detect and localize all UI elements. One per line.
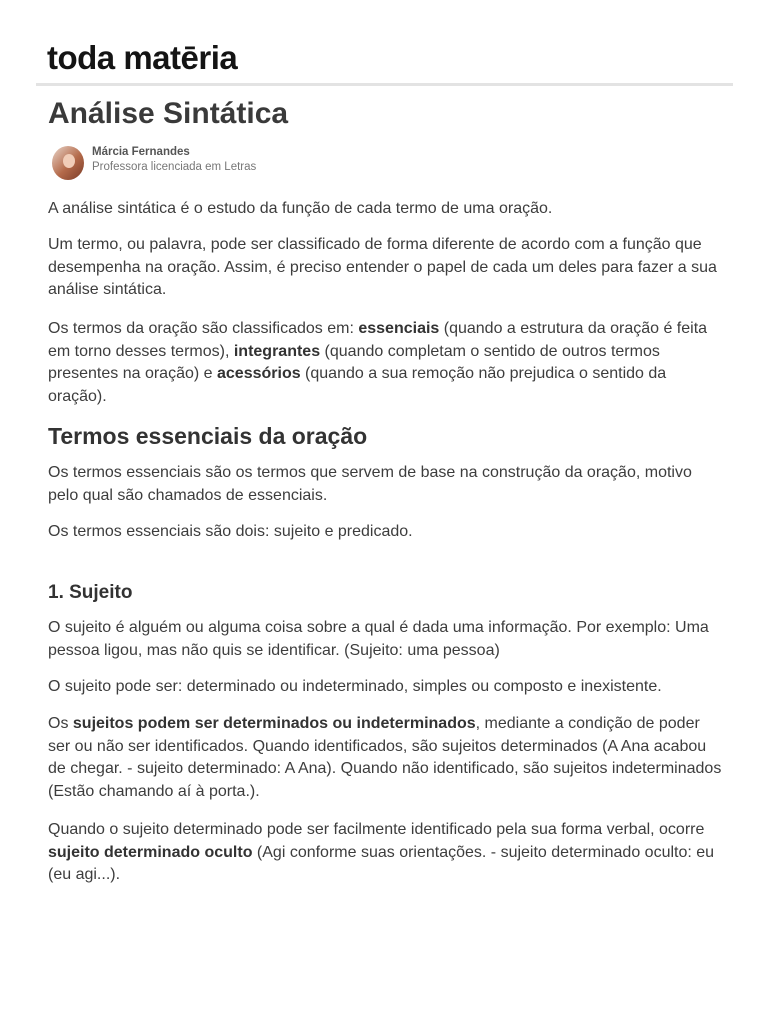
site-header <box>36 0 733 86</box>
page-title: Análise Sintática <box>48 97 289 130</box>
paragraph-determinados <box>48 713 722 804</box>
paragraph-tipos-sujeito: O sujeito pode ser: determinado ou indeterminado, simples ou composto e inexistente. <box>48 678 662 695</box>
text-span: (Agi conforme suas orientações. - sujeito determinado oculto: eu (eu agi...). <box>48 843 715 884</box>
intro-paragraph: A análise sintática é o estudo da função de cada termo de uma oração. <box>48 200 553 217</box>
subsection-heading-sujeito: 1. Sujeito <box>48 582 133 603</box>
author-byline <box>52 145 452 181</box>
text-span: (quando completam o sentido de outros termos presentes na oração) e <box>48 342 660 383</box>
bold-essenciais: essenciais <box>358 320 440 337</box>
text-span: (quando a sua remoção não prejudica o sentido da oração). <box>48 365 667 406</box>
section-heading-termos-essenciais: Termos essenciais da oração <box>48 423 368 449</box>
paragraph-termo: Um termo, ou palavra, pode ser classificado de forma diferente de acordo com a função que desempenha na oração. Assim, é preciso entender o papel de cada um deles para fazer a sua análise sintática. <box>48 236 717 299</box>
text-span: Os <box>48 715 73 732</box>
bold-integrantes: integrantes <box>233 342 321 360</box>
text-span: (quando a estrutura da oração é feita em torno desses termos), <box>48 320 708 360</box>
paragraph-termos-essenciais: Os termos essenciais são os termos que servem de base na construção da oração, motivo pelo qual são chamados de essenciais. <box>48 464 692 504</box>
paragraph-classificacao <box>48 318 722 409</box>
bold-acessorios: acessórios <box>217 365 301 383</box>
author-name[interactable]: Márcia Fernandes <box>92 146 190 158</box>
text-span: , mediante a condição de poder ser ou não ser identificados. Quando identificados, são sujeitos determinados (A Ana acabou de chegar. - sujeito determinado: A Ana). Quando não identificado, são sujeitos indeterminados (Estão chamando aí à porta.). <box>48 715 722 801</box>
paragraph-dois-termos: Os termos essenciais são dois: sujeito e predicado. <box>48 523 413 540</box>
author-avatar[interactable] <box>52 146 84 180</box>
bold-sujeitos-determinados: sujeitos podem ser determinados ou indeterminados <box>72 715 476 732</box>
paragraph-sujeito-definicao: O sujeito é alguém ou alguma coisa sobre a qual é dada uma informação. Por exemplo: Uma pessoa ligou, mas não quis se identificar. (Sujeito: uma pessoa) <box>48 619 709 659</box>
author-role: Professora licenciada em Letras <box>92 161 257 173</box>
paragraph-oculto <box>48 819 722 887</box>
text-span: Quando o sujeito determinado pode ser facilmente identificado pela sua forma verbal, ocorre <box>48 821 705 838</box>
site-logo[interactable]: toda matēria <box>47 39 238 76</box>
bold-sujeito-oculto: sujeito determinado oculto <box>48 843 253 861</box>
text-span: Os termos da oração são classificados em: <box>48 320 359 337</box>
